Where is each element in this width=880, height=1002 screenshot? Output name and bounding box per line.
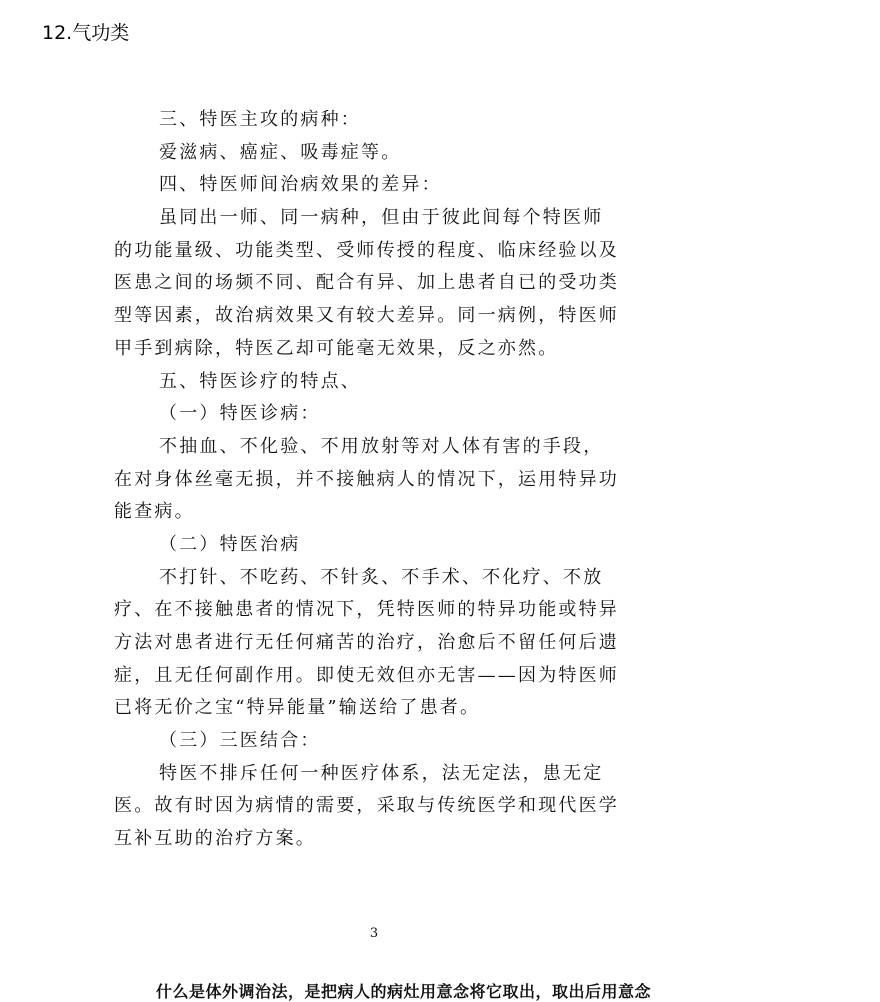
text-line: 特医不排斥任何一种医疗体系，法无定法，患无定 [159, 762, 604, 784]
text-line: 虽同出一师、同一病种，但由于彼此间每个特医师 [159, 207, 604, 229]
text-line: 已将无价之宝“特异能量”输送给了患者。 [114, 697, 481, 719]
text-line: 爱滋病、癌症、吸毒症等。 [159, 141, 402, 163]
text-line: 医患之间的场频不同、配合有异、加上患者自已的受功类 [114, 272, 619, 294]
text-line: 疗、在不接触患者的情况下，凭特医师的特异功能或特异 [114, 599, 619, 621]
text-line: 在对身体丝毫无损，并不接触病人的情况下，运用特异功 [114, 468, 619, 490]
text-line: 三、特医主攻的病种： [159, 109, 361, 130]
text-line: 不抽血、不化验、不用放射等对人体有害的手段， [159, 435, 604, 457]
text-line: 的功能量级、功能类型、受师传授的程度、临床经验以及 [114, 239, 619, 261]
text-line: 医。故有时因为病情的需要，采取与传统医学和现代医学 [114, 795, 619, 817]
text-line: 症，且无任何副作用。即使无效但亦无害——因为特医师 [114, 664, 619, 686]
text-line: 互补互助的治疗方案。 [114, 828, 316, 850]
text-line: （一）特医诊病： [159, 403, 321, 425]
text-line: 方法对患者进行无任何痛苦的治疗，治愈后不留任何后遗 [114, 632, 619, 653]
text-line: 甲手到病除，特医乙却可能毫无效果，反之亦然。 [114, 337, 559, 359]
text-line: 型等因素，故治病效果又有较大差异。同一病例，特医师 [114, 305, 619, 327]
text-line: 五、特医诊疗的特点、 [159, 370, 361, 392]
text-line: 四、特医师间治病效果的差异： [159, 174, 442, 196]
next-page-line: 什么是体外调治法，是把病人的病灶用意念将它取出，取出后用意念 [156, 982, 652, 1001]
document-body [114, 104, 654, 856]
text-line: （二）特医治病 [159, 533, 301, 555]
text-line: 能查病。 [114, 501, 195, 523]
page-number: 3 [369, 926, 379, 941]
document-title: 12.气功类 [42, 22, 130, 44]
text-line: 不打针、不吃药、不针炙、不手术、不化疗、不放 [159, 566, 604, 588]
text-line: （三）三医结合： [159, 730, 321, 752]
